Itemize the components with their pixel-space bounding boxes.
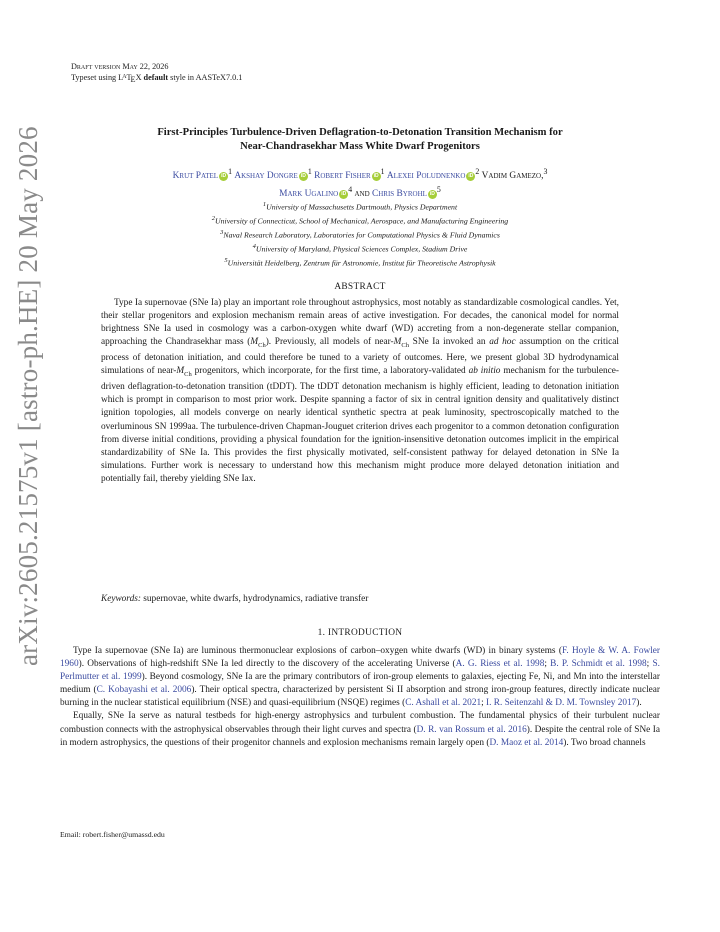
citation-link[interactable]: B. P. Schmidt et al. 1998 [550,659,647,670]
author-conjunction: and [354,189,370,200]
orcid-icon[interactable]: iD [300,173,306,180]
citation-link[interactable]: C. Ashall et al. 2021 [405,698,482,709]
citation-link[interactable]: A. G. Riess et al. 1998 [455,659,545,670]
author-link[interactable]: Mark Ugalino [279,189,339,200]
affiliation: $^5$Universität Heidelberg, Zentrum für Astronomie, Institut für Theoretische Astrophysik [224,257,496,268]
paragraph: Type Ia supernovae (SNe Ia) are luminous thermonuclear explosions of carbon–oxygen white dwarfs (WD) in binary systems (F. Hoyle & W. A. Fowler 1960). Observations of high-redshift SNe Ia led directly to the discovery of the accelerating Universe (A. G. Riess et al. 1998; B. P. Schmidt et al. 1998; S. Perlmutter et al. 1999). Beyond cosmology, SNe Ia are the primary contributors of iron-group elements to galaxies, ejecting Fe, Ni, and Mn into the interstellar medium (C. Kobayashi et al. 2006). Their optical spectra, characterized by persistent Si II absorption and strong iron-group features, directly indicate nuclear burning in the nuclear statistical equilibrium (NSE) and quasi-equilibrium (NSQE) regimes (C. Ashall et al. 2021; I. R. Seitenzahl & D. M. Townsley 2017). [60,646,661,709]
citation-link[interactable]: D. Maoz et al. 2014 [489,737,564,748]
citation-link[interactable]: S. Perlmutter et al. 1999 [60,659,660,683]
author-link[interactable]: Krut Patel [172,171,219,182]
citation-link[interactable]: I. R. Seitenzahl & D. M. Townsley 2017 [486,698,637,709]
citation-link[interactable]: D. R. van Rossum et al. 2016 [416,724,527,735]
author-link[interactable]: Chris Byrohl [372,189,427,200]
affiliation: $^1$University of Massachusetts Dartmouth, Physics Department [262,201,458,212]
typeset-line: Typeset using $L^ATEX$ default style in AASTeX7.0.1 [71,73,243,84]
author-list: Krut Patel $iD^1$ Akshay Dongre $iD^1$ Robert Fisher $iD^1$ Alexei Poludnenko $iD^2$ Vadim Gamezo,$^3$ Mark Ugalino $iD^4$ and Chris Byrohl $iD^5$ [172,167,548,200]
affiliation: $^2$University of Connecticut, School of Mechanical, Aerospace, and Manufacturing Engineering [211,215,509,226]
paragraph: Equally, SNe Ia serve as natural testbeds for high-energy astrophysics and turbulent combustion. The fundamental physics of their turbulent nuclear combustion connects with the astrophysical observables through their light curves and spectra (D. R. van Rossum et al. 2016). Despite the central role of SNe Ia in modern astrophysics, the questions of their progenitor channels and explosion mechanisms remain largely open (D. Maoz et al. 2014). Two broad channels [60,711,661,748]
draft-version: Draft version May 22, 2026 [71,62,169,71]
orcid-icon[interactable]: iD [429,191,435,198]
paper-title: First-Principles Turbulence-Driven Deflagration-to-Detonation Transition Mechanism for Near-Chandrasekhar Mass White Dwarf Progenitors [157,127,563,152]
arxiv-identifier: arXiv:2605.21575v1 [astro-ph.HE] 20 May 2026 [13,126,43,666]
introduction-body [60,645,660,750]
affiliation: $^4$University of Maryland, Physical Sciences Complex, Stadium Drive [252,243,468,254]
orcid-icon[interactable]: iD [341,191,347,198]
section-heading: 1. INTRODUCTION [317,628,403,638]
orcid-icon[interactable]: iD [468,173,474,180]
abstract-body: Type Ia supernovae (SNe Ia) play an important role throughout astrophysics, most notably as standardizable cosmological candles. Yet, their stellar progenitors and explosion mechanism remain areas of active investigation. For decades, the canonical model for normal brightness SNe Ia used in cosmology was a carbon-oxygen white dwarf (WD) accreting from a non-degenerate stellar companion, approaching the Chandrasekhar mass $(M_{Ch})$. Previously, all models of near-$M_{Ch}$ SNe Ia invoked an ad hoc assumption on the critical process of detonation initiation, and could therefore be tuned to a variety of outcomes. Here, we present global 3D hydrodynamical simulations of near-$M_{Ch}$ progenitors, which incorporate, for the first time, a laboratory-validated ab initio mechanism for the turbulence-driven deflagration-to-detonation transition (tDDT). The tDDT detonation mechanism is highly efficient, leading to detonation initiation which is prompt in comparison to most prior work. Despite spanning a factor of six in central ignition density and qualitatively distinct ignition topologies, all models converge on nearly identical synthetic spectra at peak luminosity, spectroscopically matched to the overluminous SN 1999aa. The turbulence-driven Chapman-Jouguet criterion drives each progenitor to a common detonation configuration from diverse initial conditions, providing a physical foundation for the ignition-insensitive detonation outcomes implicit in the empirical standardizability of SNe Ia. This provides the first physically motivated, self-consistent pathway for delayed detonation in SNe Ia simulations. Further work is necessary to understand how this mechanism might produce more delayed detonation initiation and potentially fail, thereby yielding SNe Iax. [101,298,620,484]
orcid-icon[interactable]: iD [373,173,379,180]
author-link[interactable]: Akshay Dongre [234,171,298,182]
author-link[interactable]: Robert Fisher [314,171,371,182]
author-name: Vadim Gamezo, [481,171,544,182]
citation-link[interactable]: F. Hoyle & W. A. Fowler 1960 [60,646,661,670]
keywords: Keywords: supernovae, white dwarfs, hydrodynamics, radiative transfer [101,594,369,604]
corresponding-email: Email: robert.fisher@umassd.edu [60,830,165,839]
abstract-heading: ABSTRACT [334,282,386,292]
preprint-header [71,61,242,85]
affiliations [60,199,660,269]
author-link[interactable]: Alexei Poludnenko [386,171,466,182]
orcid-icon[interactable]: iD [221,173,227,180]
affiliation: $^3$Naval Research Laboratory, Laboratories for Computational Physics & Fluid Dynamics [220,229,500,240]
citation-link[interactable]: C. Kobayashi et al. 2006 [96,685,192,696]
